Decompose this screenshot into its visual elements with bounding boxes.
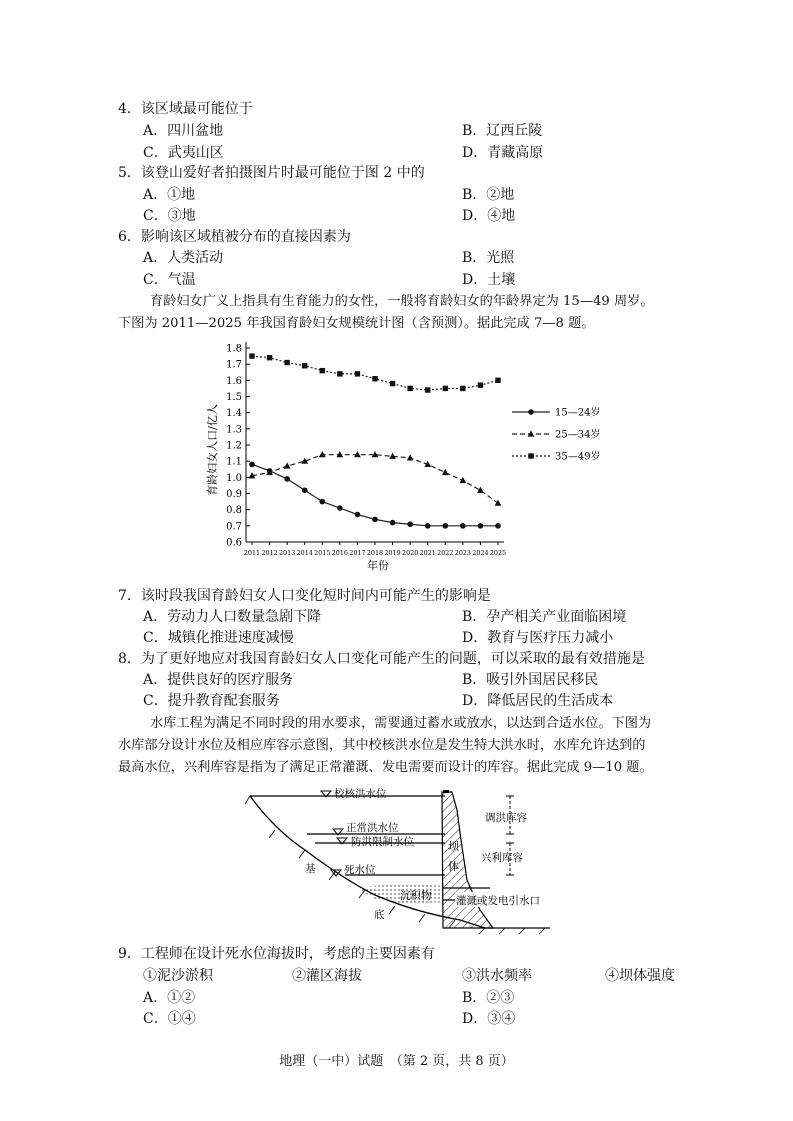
q7-stem: 7．该时段我国育龄妇女人口变化短时间内可能产生的影响是 <box>118 588 491 604</box>
data-point <box>407 521 413 527</box>
data-point <box>249 462 255 468</box>
x-tick-label: 2020 <box>402 549 419 557</box>
q6-stem: 6．影响该区域植被分布的直接因素为 <box>118 229 351 245</box>
q5-option-d: D．④地 <box>462 208 516 224</box>
legend-marker <box>528 409 534 415</box>
x-tick-label: 2021 <box>419 549 436 557</box>
x-tick-label: 2022 <box>437 549 454 557</box>
q6-option-a: A．人类活动 <box>143 250 224 266</box>
q9-option-a: A．①② <box>143 990 196 1006</box>
data-point <box>478 382 483 387</box>
flood-storage-label: 调洪库容 <box>485 812 527 824</box>
x-tick-label: 2024 <box>472 549 489 557</box>
data-point <box>337 371 342 376</box>
q4-option-c: C．武夷山区 <box>143 145 224 161</box>
q9-stem: 9．工程师在设计死水位海拔时，考虑的主要因素有 <box>118 946 435 962</box>
normal-flood-label: 正常洪水位 <box>346 822 399 834</box>
q6-option-c: C．气温 <box>143 272 196 288</box>
q9-item-2: ②灌区海拔 <box>292 968 362 984</box>
data-point <box>478 523 484 529</box>
q7-option-d: D．教育与医疗压力减小 <box>462 630 614 646</box>
y-tick-label: 1.3 <box>226 424 242 436</box>
intro1-line2: 下图为 2011—2025 年我国育龄妇女规模统计图（含预测）。据此完成 7—8 题。 <box>118 316 595 331</box>
x-tick-label: 2011 <box>243 549 261 557</box>
outlet-label: 灌溉或发电引水口 <box>456 895 540 907</box>
x-tick-label: 2025 <box>489 549 507 557</box>
x-tick-label: 2014 <box>296 549 313 557</box>
data-point <box>320 368 325 373</box>
dead-level-label: 死水位 <box>344 864 376 876</box>
data-point <box>442 469 449 475</box>
q8-option-d: D．降低居民的生活成本 <box>462 693 614 709</box>
legend-marker <box>528 453 533 458</box>
legend-label: 15—24岁 <box>555 407 601 419</box>
q7-option-a: A．劳动力人口数量急剧下降 <box>143 609 322 625</box>
q5-option-c: C．③地 <box>143 208 196 224</box>
q5-stem: 5．该登山爱好者拍摄图片时最可能位于图 2 中的 <box>118 165 425 181</box>
data-point <box>267 355 272 360</box>
data-point <box>443 386 448 391</box>
x-tick-label: 2023 <box>454 549 471 557</box>
data-point <box>319 499 325 505</box>
legend-label: 35—49岁 <box>555 451 601 463</box>
data-point <box>495 500 502 506</box>
data-point <box>407 454 414 460</box>
data-point <box>389 453 396 459</box>
women-population-chart <box>200 336 620 574</box>
data-point <box>460 386 465 391</box>
data-point <box>302 487 308 493</box>
y-tick-label: 1.6 <box>226 375 242 387</box>
q9-item-4: ④坝体强度 <box>605 968 675 984</box>
x-tick-label: 2017 <box>349 549 366 557</box>
q5-option-b: B．②地 <box>462 187 515 203</box>
data-point <box>249 353 254 358</box>
x-tick-label: 2015 <box>314 549 331 557</box>
y-tick-label: 1.1 <box>226 456 242 468</box>
check-flood-label: 校核洪水位 <box>334 788 387 800</box>
q6-option-d: D．土壤 <box>462 272 516 288</box>
x-tick-label: 2013 <box>279 549 296 557</box>
data-point <box>442 523 448 529</box>
q9-option-d: D．③④ <box>462 1011 516 1027</box>
q7-option-c: C．城镇化推进速度减慢 <box>143 630 294 646</box>
intro1-line1: 育龄妇女广义上指具有生育能力的女性，一般将育龄妇女的年龄界定为 15—49 周岁。 <box>150 294 654 309</box>
y-tick-label: 1.7 <box>226 359 242 371</box>
y-tick-label: 1.8 <box>226 343 242 355</box>
base-label-2: 底 <box>374 909 385 921</box>
data-point <box>284 476 290 482</box>
q8-option-c: C．提升教育配套服务 <box>143 693 280 709</box>
data-point <box>495 378 500 383</box>
q9-item-3: ③洪水频率 <box>462 968 532 984</box>
y-tick-label: 0.7 <box>226 521 242 533</box>
q5-option-a: A．①地 <box>143 187 196 203</box>
data-point <box>284 462 291 468</box>
q6-option-b: B．光照 <box>462 250 515 266</box>
legend-label: 25—34岁 <box>555 429 601 441</box>
q8-option-b: B．吸引外国居民移民 <box>462 672 599 688</box>
data-point <box>302 363 307 368</box>
intro2-line2: 水库部分设计水位及相应库容示意图，其中校核洪水位是发生特大洪水时，水库允许达到的 <box>118 738 646 753</box>
y-tick-label: 1.4 <box>226 408 242 420</box>
y-tick-label: 0.8 <box>226 505 242 517</box>
page-footer: 地理（一中）试题 （第 2 页，共 8 页） <box>279 1054 514 1069</box>
q4-option-a: A．四川盆地 <box>143 123 224 139</box>
data-point <box>372 376 377 381</box>
data-point <box>390 520 396 526</box>
y-tick-label: 1.5 <box>226 392 242 403</box>
x-tick-label: 2016 <box>331 549 348 557</box>
y-axis-label: 育龄妇女人口/亿人 <box>206 404 219 496</box>
base-label-1: 基 <box>305 863 316 875</box>
data-point <box>407 386 412 391</box>
y-tick-label: 0.6 <box>226 537 242 549</box>
x-tick-label: 2018 <box>366 549 384 557</box>
q9-option-b: B．②③ <box>462 990 515 1006</box>
data-point <box>372 517 378 523</box>
data-point <box>425 387 430 392</box>
flood-limit-label: 防洪限制水位 <box>351 836 414 848</box>
q4-option-b: B．辽西丘陵 <box>462 123 543 139</box>
sediment-label: 沉积物 <box>400 890 432 902</box>
y-tick-label: 1.0 <box>226 472 242 484</box>
data-point <box>477 487 484 493</box>
reservoir-diagram <box>245 780 555 936</box>
x-tick-label: 2019 <box>384 549 401 557</box>
q7-option-b: B．孕产相关产业面临困境 <box>462 609 627 625</box>
data-point <box>355 512 361 518</box>
q9-option-c: C．①④ <box>143 1011 196 1027</box>
data-point <box>355 371 360 376</box>
x-tick-label: 2012 <box>261 549 278 557</box>
y-tick-label: 1.2 <box>226 440 242 452</box>
data-point <box>284 360 289 365</box>
intro2-line1: 水库工程为满足不同时段的用水要求，需要通过蓄水或放水，以达到合适水位。下图为 <box>150 716 652 731</box>
q9-item-1: ①泥沙淤积 <box>143 968 213 984</box>
data-point <box>390 381 395 386</box>
data-point <box>425 523 431 529</box>
dam-label-2: 体 <box>448 860 459 873</box>
useful-storage-label: 兴利库容 <box>481 852 523 864</box>
q4-stem: 4．该区域最可能位于 <box>118 101 253 117</box>
dam-label-1: 坝 <box>448 840 459 853</box>
data-point <box>495 523 501 529</box>
x-axis-label: 年份 <box>367 559 389 572</box>
q8-option-a: A．提供良好的医疗服务 <box>143 672 294 688</box>
chart-legend <box>512 406 600 463</box>
data-point <box>460 523 466 529</box>
intro2-line3: 最高水位，兴利库容是指为了满足正常灌溉、发电需要而设计的库容。据此完成 9—10 题。 <box>118 760 653 775</box>
data-point <box>337 505 343 511</box>
q4-option-d: D．青藏高原 <box>462 145 544 161</box>
chart-series <box>249 353 502 528</box>
q8-stem: 8．为了更好地应对我国育龄妇女人口变化可能产生的问题，可以采取的最有效措施是 <box>118 651 645 667</box>
y-tick-label: 0.9 <box>226 489 242 500</box>
